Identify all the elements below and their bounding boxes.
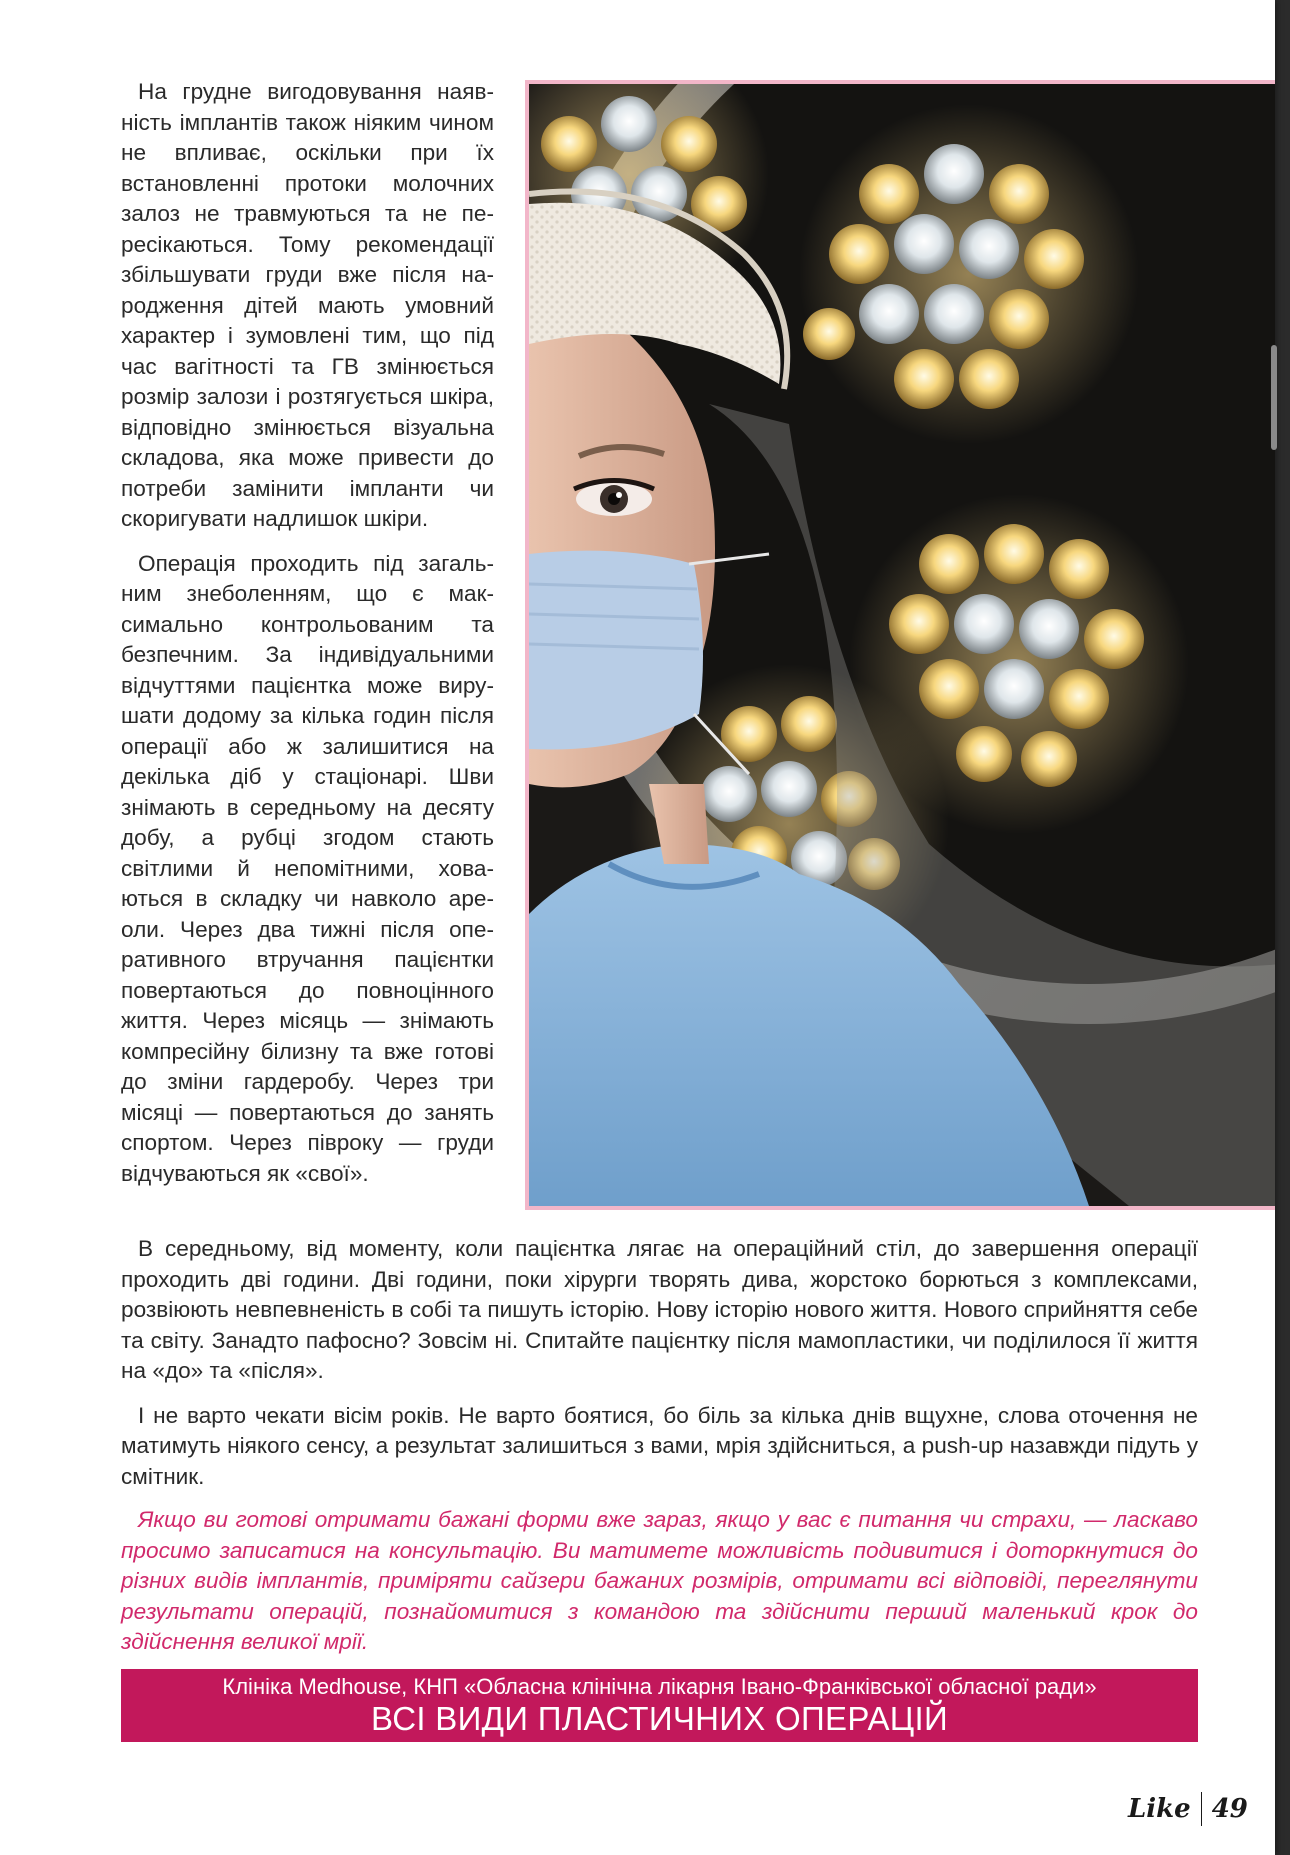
article-continuation <box>121 1234 1198 1506</box>
page-number: 49 <box>1211 1794 1248 1824</box>
banner-tagline: ВСІ ВИДИ ПЛАСТИЧНИХ ОПЕРАЦІЙ <box>371 1700 948 1737</box>
page-footer <box>1128 1789 1248 1829</box>
article-column <box>121 77 494 1203</box>
surgeon-photo <box>529 84 1275 1206</box>
article-paragraph-duration: В середньому, від моменту, коли пацієнтка лягає на операційний стіл, до завершення операції проходить дві години. Дві години, поки хірурги творять дива, жорстоко борються з комплексами, розвіюють невпевненість в собі та пишуть історію. Нову історію нового життя. Нового сприйняття себе та світу. Занадто пафосно? Зовсім ні. Спитайте пацієнтку після мамопластики, чи поділилося її життя на «до» та «після». <box>121 1236 1198 1383</box>
article-paragraph-operation: Операція проходить під загальним знеболенням, що є максимально контрольованим та безпечним. За індивідуальними відчуттями пацієнтка може вирушати додому за кілька годин після операції або ж залишитися на декілька діб у стаціонарі. Шви знімають в середньому на десяту добу, а рубці згодом стають світлими й непомітними, ховаються в складку чи навколо ареоли. Через два тижні після оперативного втручання пацієнтки повертаються до повноцінного життя. Через місяць — знімають компресійну білизну та вже готові до зміни гардеробу. Через три місяці — повертаються до занять спортом. Через півроку — груди відчуваються як «свої». <box>121 550 494 1186</box>
magazine-logo: Like <box>1128 1794 1191 1824</box>
clinic-name: Клініка Medhouse, КНП «Обласна клінічна лікарня Івано-Франківської обласної ради» <box>222 1674 1097 1699</box>
article-paragraph-dont-wait: І не варто чекати вісім років. Не варто боятися, бо біль за кілька днів вщухне, слова оточення не матимуть ніякого сенсу, а результат залишиться з вами, мрія здійсниться, а push-up назавжди підуть у смітник. <box>121 1402 1198 1489</box>
clinic-banner <box>121 1669 1198 1742</box>
surgeon-illustration <box>529 84 1275 1206</box>
call-to-action: Якщо ви готові отримати бажані форми вже зараз, якщо у вас є питання чи страхи, — ласкаво просимо записатися на консультацію. Ви матимете можливість подивитися і доторкнутися до різних видів імплантів, приміряти сайзери бажаних розмірів, отримати всі відповіді, переглянути результати операцій, познайомитися з командою та здійснити перший маленький крок до здійснення великої мрії. <box>121 1507 1198 1654</box>
scrollbar-thumb[interactable] <box>1271 345 1277 450</box>
footer-divider <box>1201 1792 1202 1826</box>
article-paragraph-breastfeeding: На грудне вигодовування наявність імплантів також ніяким чином не впливає, оскільки при їх встановленні протоки молочних залоз не травмуються та не пересікаються. Тому рекомендації збільшувати груди вже після народження дітей мають умовний характер і зумовлені тим, що під час вагітності та ГВ змінюється розмір залози і розтягується шкіра, відповідно змінюється візуальна складова, яка може привести до потреби замінити імпланти чи скоригувати надлишок шкіри. <box>121 79 494 531</box>
photo-frame <box>525 80 1275 1210</box>
